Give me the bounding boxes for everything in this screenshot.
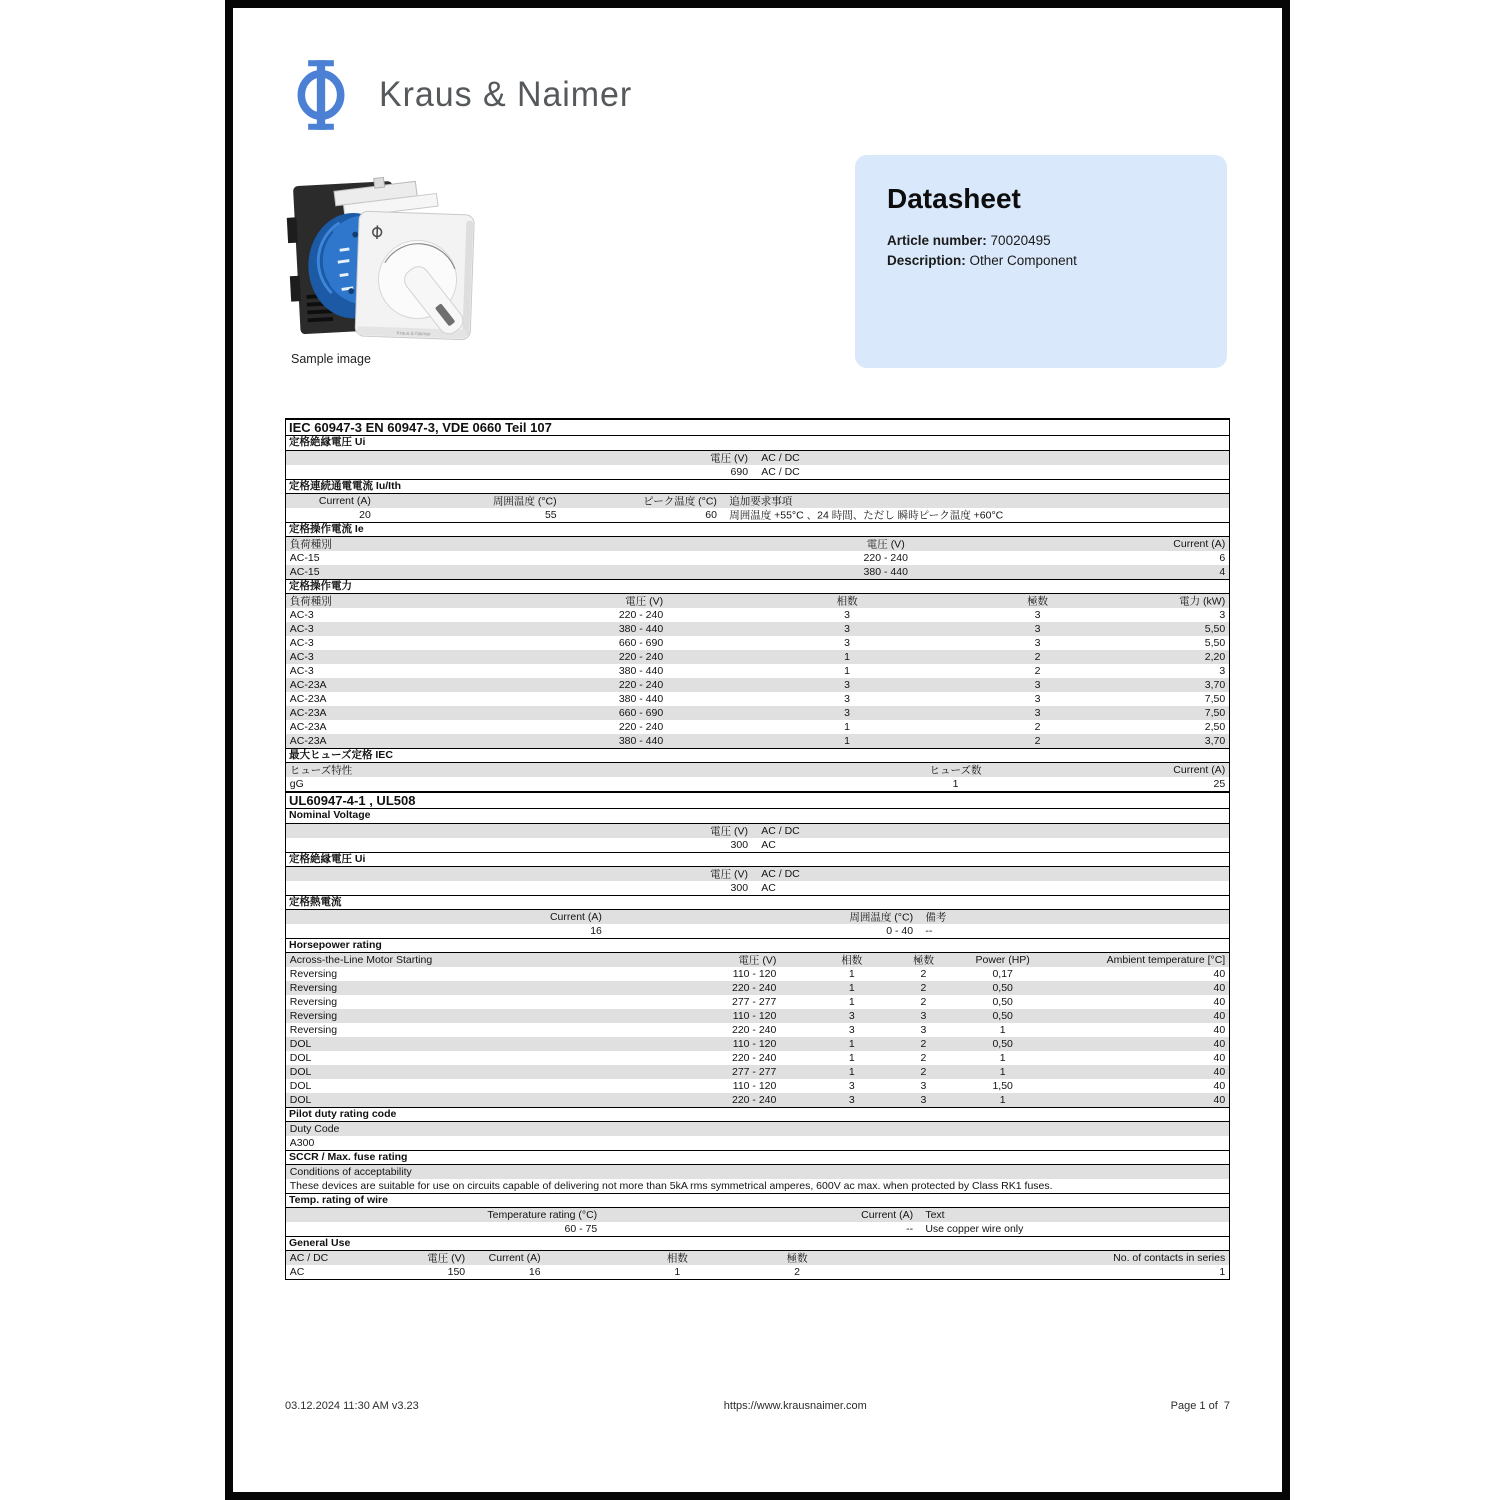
table-cell: 3,70	[1204, 735, 1226, 747]
datasheet-title: Datasheet	[887, 183, 1021, 214]
table-cell: 1	[1219, 1266, 1226, 1278]
table-cell: 1	[952, 778, 959, 790]
table-cell: 周囲温度 (°C)	[492, 495, 557, 508]
sample-image-caption: Sample image	[291, 352, 371, 366]
table-cell: AC	[289, 1266, 305, 1278]
table-cell: Current (A)	[1173, 764, 1226, 776]
table-cell: 1	[848, 1066, 855, 1078]
table-cell: 3	[920, 1010, 927, 1022]
table-section-header: IEC 60947-3 EN 60947-3, VDE 0660 Teil 107	[286, 418, 1229, 436]
table-cell: 110 - 120	[732, 1080, 777, 1092]
table-cell: AC-23A	[289, 693, 327, 705]
table-cell: 220 - 240	[731, 1094, 777, 1106]
table-cell: 3	[1034, 637, 1041, 649]
table-cell: Reversing	[289, 996, 338, 1008]
table-cell: 3	[848, 1010, 855, 1022]
table-cell: 220 - 240	[731, 1052, 777, 1064]
table-cell: AC-3	[289, 609, 314, 621]
table-row	[286, 910, 1229, 924]
table-cell: 2,20	[1204, 651, 1226, 663]
table-cell: 3	[1034, 693, 1041, 705]
table-cell: 5,50	[1204, 623, 1226, 635]
table-cell: AC-15	[289, 552, 320, 564]
table-cell: 0,50	[992, 1010, 1013, 1022]
table-cell: 相数	[836, 595, 858, 608]
table-cell: 3,70	[1204, 679, 1226, 691]
table-cell: 220 - 240	[731, 982, 777, 994]
table-row	[286, 1165, 1229, 1179]
table-cell: 40	[1213, 1066, 1226, 1078]
table-cell: --	[906, 1223, 914, 1235]
table-cell: 電圧 (V)	[738, 954, 777, 967]
table-cell: 20	[359, 509, 371, 521]
brand-phi-icon	[293, 54, 349, 136]
table-row	[286, 1065, 1229, 1079]
table-section-header: 定格絶縁電圧 Ui	[286, 436, 1229, 451]
brand-name: Kraus & Naimer	[379, 75, 633, 114]
table-row	[286, 636, 1229, 650]
table-cell: 220 - 240	[863, 552, 908, 564]
table-cell: 2	[920, 996, 927, 1008]
table-cell: AC-3	[289, 665, 314, 677]
table-cell: 220 - 240	[618, 679, 664, 691]
table-cell: 0,17	[992, 968, 1013, 980]
table-cell: Across-the-Line Motor Starting	[289, 954, 433, 966]
table-cell: 2	[920, 1052, 927, 1064]
table-cell: 690	[730, 466, 749, 478]
table-row	[286, 594, 1229, 608]
table-row	[286, 981, 1229, 995]
table-cell: 3	[844, 693, 850, 705]
table-row	[286, 1251, 1229, 1265]
table-cell: 電圧 (V)	[710, 825, 749, 838]
table-cell: 3	[848, 1094, 855, 1106]
table-cell: 周囲温度 (°C)	[849, 911, 914, 924]
table-cell: AC / DC	[289, 1252, 329, 1264]
table-cell: 3	[844, 707, 850, 719]
table-cell: 電圧 (V)	[710, 452, 749, 465]
description-label: Description:	[887, 253, 966, 268]
table-cell: Text	[925, 1209, 945, 1221]
table-cell: DOL	[289, 1066, 312, 1078]
table-cell: 電圧 (V)	[625, 595, 664, 608]
page-footer	[285, 1400, 1230, 1414]
table-cell: 40	[1213, 982, 1226, 994]
table-cell: gG	[289, 778, 304, 790]
table-cell: 2	[1034, 651, 1041, 663]
table-cell: 電圧 (V)	[866, 538, 905, 551]
table-row	[286, 924, 1229, 938]
table-cell: 電力 (kW)	[1179, 595, 1226, 608]
table-cell: 220 - 240	[618, 609, 664, 621]
table-cell: ヒューズ数	[929, 764, 982, 777]
table-cell: 2	[920, 968, 927, 980]
table-cell: 220 - 240	[618, 721, 664, 733]
table-cell: DOL	[289, 1080, 312, 1092]
table-row	[286, 706, 1229, 720]
table-cell: 7,50	[1204, 693, 1226, 705]
table-cell: Conditions of acceptability	[289, 1166, 412, 1178]
table-cell: 277 - 277	[731, 1066, 777, 1078]
article-number-label: Article number:	[887, 233, 987, 248]
table-cell: 2	[1034, 721, 1041, 733]
table-cell: 1	[999, 1066, 1006, 1078]
footer-page-number: Page 1 of 7	[1170, 1400, 1230, 1412]
table-cell: 備考	[925, 911, 947, 924]
table-cell: DOL	[289, 1094, 312, 1106]
table-cell: 1	[844, 651, 850, 663]
table-row	[286, 451, 1229, 465]
description-line	[887, 251, 1195, 271]
table-cell: Reversing	[289, 1010, 338, 1022]
table-cell: 380 - 440	[618, 623, 664, 635]
table-cell: 1	[844, 721, 850, 733]
table-cell: 1	[848, 1052, 855, 1064]
table-cell: Current (A)	[488, 1252, 541, 1264]
table-cell: 4	[1219, 566, 1226, 578]
table-cell: 2	[1034, 665, 1041, 677]
table-cell: 220 - 240	[618, 651, 664, 663]
table-cell: 60 - 75	[564, 1223, 598, 1235]
table-row	[286, 1136, 1229, 1150]
table-cell: Current (A)	[318, 495, 371, 507]
table-cell: 1	[999, 1094, 1006, 1106]
table-section-header: Horsepower rating	[286, 938, 1229, 953]
table-cell: 1	[848, 996, 855, 1008]
table-cell: 660 - 690	[618, 637, 664, 649]
table-cell: A300	[289, 1137, 315, 1149]
table-row	[286, 953, 1229, 967]
table-row	[286, 1023, 1229, 1037]
description-value: Other Component	[969, 253, 1077, 268]
table-cell: Temperature rating (°C)	[487, 1209, 598, 1221]
table-row	[286, 1222, 1229, 1236]
table-cell: AC-3	[289, 623, 314, 635]
table-row	[286, 494, 1229, 508]
table-row	[286, 1051, 1229, 1065]
table-cell: 3	[844, 623, 850, 635]
table-cell: Duty Code	[289, 1123, 340, 1135]
table-cell: DOL	[289, 1038, 312, 1050]
table-cell: 220 - 240	[731, 1024, 777, 1036]
table-section-header: General Use	[286, 1236, 1229, 1251]
table-cell: 3	[1034, 623, 1041, 635]
table-section-header: 定格絶縁電圧 Ui	[286, 852, 1229, 867]
table-cell: 6	[1219, 552, 1226, 564]
table-cell: 2	[920, 1066, 927, 1078]
table-cell: Power (HP)	[975, 954, 1030, 966]
table-row	[286, 824, 1229, 838]
table-cell: 0,50	[992, 996, 1013, 1008]
footer-url: https://www.krausnaimer.com	[723, 1400, 867, 1412]
table-row	[286, 465, 1229, 479]
table-cell: AC-23A	[289, 721, 327, 733]
table-cell: 40	[1213, 1080, 1226, 1092]
table-cell: 3	[1219, 665, 1226, 677]
table-cell: ヒューズ特性	[289, 764, 353, 777]
table-row	[286, 867, 1229, 881]
table-cell: 110 - 120	[732, 968, 777, 980]
table-cell: 40	[1213, 968, 1226, 980]
table-row	[286, 537, 1229, 551]
table-cell: 電圧 (V)	[427, 1252, 466, 1265]
table-cell: 16	[528, 1266, 541, 1278]
table-section-header: 定格連続通電電流 Iu/Ith	[286, 479, 1229, 494]
table-cell: AC-15	[289, 566, 320, 578]
table-row	[286, 777, 1229, 791]
table-cell: 0,50	[992, 982, 1013, 994]
table-row	[286, 565, 1229, 579]
table-row	[286, 1093, 1229, 1107]
table-cell: 電圧 (V)	[710, 868, 749, 881]
table-row	[286, 763, 1229, 777]
table-cell: 相数	[666, 1252, 688, 1265]
table-section-header: Temp. rating of wire	[286, 1193, 1229, 1208]
table-cell: 40	[1213, 1094, 1226, 1106]
table-cell: Ambient temperature [°C]	[1106, 954, 1226, 966]
table-cell: 380 - 440	[618, 665, 664, 677]
table-cell: 1	[848, 968, 855, 980]
table-cell: 3	[1034, 707, 1041, 719]
table-cell: 3	[848, 1080, 855, 1092]
table-cell: 3	[920, 1080, 927, 1092]
table-cell: AC / DC	[761, 825, 800, 837]
table-cell: Current (A)	[549, 911, 602, 923]
table-cell: 380 - 440	[618, 735, 664, 747]
table-cell: 40	[1213, 1010, 1226, 1022]
table-section-header: Nominal Voltage	[286, 809, 1229, 824]
table-row	[286, 678, 1229, 692]
table-cell: 1	[848, 1038, 855, 1050]
table-row	[286, 1179, 1229, 1193]
table-cell: 3	[1034, 609, 1041, 621]
table-row	[286, 720, 1229, 734]
table-cell: 150	[447, 1266, 466, 1278]
table-cell: These devices are suitable for use on circuits capable of delivering not more than 5kA rms symmetrical amperes, 600V ac max. when protected by Class RK1 fuses.	[289, 1180, 1053, 1192]
datasheet-page	[225, 0, 1290, 1500]
table-cell: Use copper wire only	[925, 1223, 1024, 1235]
table-cell: 3	[920, 1024, 927, 1036]
table-cell: 2	[794, 1266, 801, 1278]
table-cell: AC-23A	[289, 707, 327, 719]
table-cell: 0 - 40	[886, 925, 914, 937]
table-section-header: 定格操作電流 Ie	[286, 522, 1229, 537]
table-row	[286, 995, 1229, 1009]
table-cell: 2	[920, 1038, 927, 1050]
table-cell: 300	[730, 882, 749, 894]
article-number-value: 70020495	[990, 233, 1051, 248]
brand-logo	[293, 54, 640, 136]
table-cell: AC / DC	[761, 466, 800, 478]
table-cell: 3	[1034, 679, 1041, 691]
table-cell: 40	[1213, 1038, 1226, 1050]
table-cell: 2	[1034, 735, 1041, 747]
table-row	[286, 551, 1229, 565]
table-row	[286, 881, 1229, 895]
table-cell: 周囲温度 +55°C 、24 時間、ただし 瞬時ピーク温度 +60°C	[729, 509, 1004, 522]
table-cell: AC-3	[289, 651, 314, 663]
table-cell: 3	[848, 1024, 855, 1036]
table-cell: AC-3	[289, 637, 314, 649]
table-cell: 3	[844, 637, 850, 649]
table-section-header: 定格熱電流	[286, 895, 1229, 910]
table-cell: AC / DC	[761, 452, 800, 464]
table-cell: 3	[844, 609, 850, 621]
table-cell: 277 - 277	[731, 996, 777, 1008]
table-cell: 3	[920, 1094, 927, 1106]
datasheet-card	[855, 155, 1227, 368]
table-cell: AC / DC	[761, 868, 800, 880]
table-cell: 1	[844, 735, 850, 747]
table-cell: DOL	[289, 1052, 312, 1064]
table-cell: 極数	[912, 954, 934, 967]
footer-date-version: 03.12.2024 11:30 AM v3.23	[285, 1400, 419, 1412]
article-number-line	[887, 231, 1195, 251]
table-cell: No. of contacts in series	[1113, 1252, 1226, 1264]
table-cell: 25	[1213, 778, 1226, 790]
table-row	[286, 1265, 1229, 1279]
table-cell: AC	[761, 882, 776, 894]
table-cell: AC-23A	[289, 679, 327, 691]
table-cell: 7,50	[1204, 707, 1226, 719]
table-section-header: Pilot duty rating code	[286, 1107, 1229, 1122]
table-row	[286, 650, 1229, 664]
table-section-header: 最大ヒューズ定格 IEC	[286, 748, 1229, 763]
table-cell: 0,50	[992, 1038, 1013, 1050]
table-cell: 1	[844, 665, 850, 677]
table-cell: Reversing	[289, 968, 338, 980]
table-cell: 380 - 440	[863, 566, 908, 578]
table-row	[286, 1208, 1229, 1222]
table-cell: 3	[1219, 609, 1226, 621]
table-cell: 40	[1213, 1052, 1226, 1064]
table-row	[286, 734, 1229, 748]
table-cell: 110 - 120	[732, 1038, 777, 1050]
svg-text:Kraus & Naimer: Kraus & Naimer	[396, 331, 431, 338]
table-cell: Current (A)	[1173, 538, 1226, 550]
table-cell: 110 - 120	[732, 1010, 777, 1022]
spec-table	[285, 418, 1230, 1280]
table-cell: 追加要求事項	[729, 495, 793, 508]
table-cell: 1	[674, 1266, 681, 1278]
table-row	[286, 1009, 1229, 1023]
table-cell: AC-23A	[289, 735, 327, 747]
table-cell: 1	[848, 982, 855, 994]
table-row	[286, 622, 1229, 636]
table-cell: 5,50	[1204, 637, 1226, 649]
table-section-header: SCCR / Max. fuse rating	[286, 1150, 1229, 1165]
table-cell: 2	[920, 982, 927, 994]
table-cell: 3	[844, 679, 850, 691]
table-cell: 極数	[1027, 595, 1049, 608]
table-cell: 相数	[841, 954, 863, 967]
table-cell: 380 - 440	[618, 693, 664, 705]
table-cell: --	[925, 925, 933, 937]
table-cell: Reversing	[289, 982, 338, 994]
table-cell: 660 - 690	[618, 707, 664, 719]
table-row	[286, 692, 1229, 706]
table-cell: 60	[705, 509, 717, 521]
table-cell: Current (A)	[861, 1209, 914, 1221]
table-row	[286, 838, 1229, 852]
table-cell: 16	[590, 925, 602, 937]
product-image	[283, 158, 483, 352]
table-row	[286, 1122, 1229, 1136]
table-cell: Reversing	[289, 1024, 338, 1036]
table-section-header: 定格操作電力	[286, 579, 1229, 594]
table-cell: 1	[999, 1024, 1006, 1036]
table-cell: 55	[544, 509, 557, 521]
table-cell: 1,50	[992, 1080, 1013, 1092]
table-cell: 40	[1213, 996, 1226, 1008]
table-cell: 極数	[786, 1252, 808, 1265]
table-cell: 2,50	[1204, 721, 1226, 733]
table-cell: 負荷種別	[289, 538, 332, 551]
table-cell: 40	[1213, 1024, 1226, 1036]
table-cell: 1	[999, 1052, 1006, 1064]
table-section-header: UL60947-4-1 , UL508	[286, 791, 1229, 809]
table-row	[286, 508, 1229, 522]
table-row	[286, 967, 1229, 981]
table-row	[286, 608, 1229, 622]
table-row	[286, 664, 1229, 678]
table-cell: AC	[761, 839, 776, 851]
table-cell: 負荷種別	[289, 595, 332, 608]
table-cell: ピーク温度 (°C)	[643, 495, 717, 508]
table-cell: 300	[730, 839, 749, 851]
table-row	[286, 1037, 1229, 1051]
table-row	[286, 1079, 1229, 1093]
